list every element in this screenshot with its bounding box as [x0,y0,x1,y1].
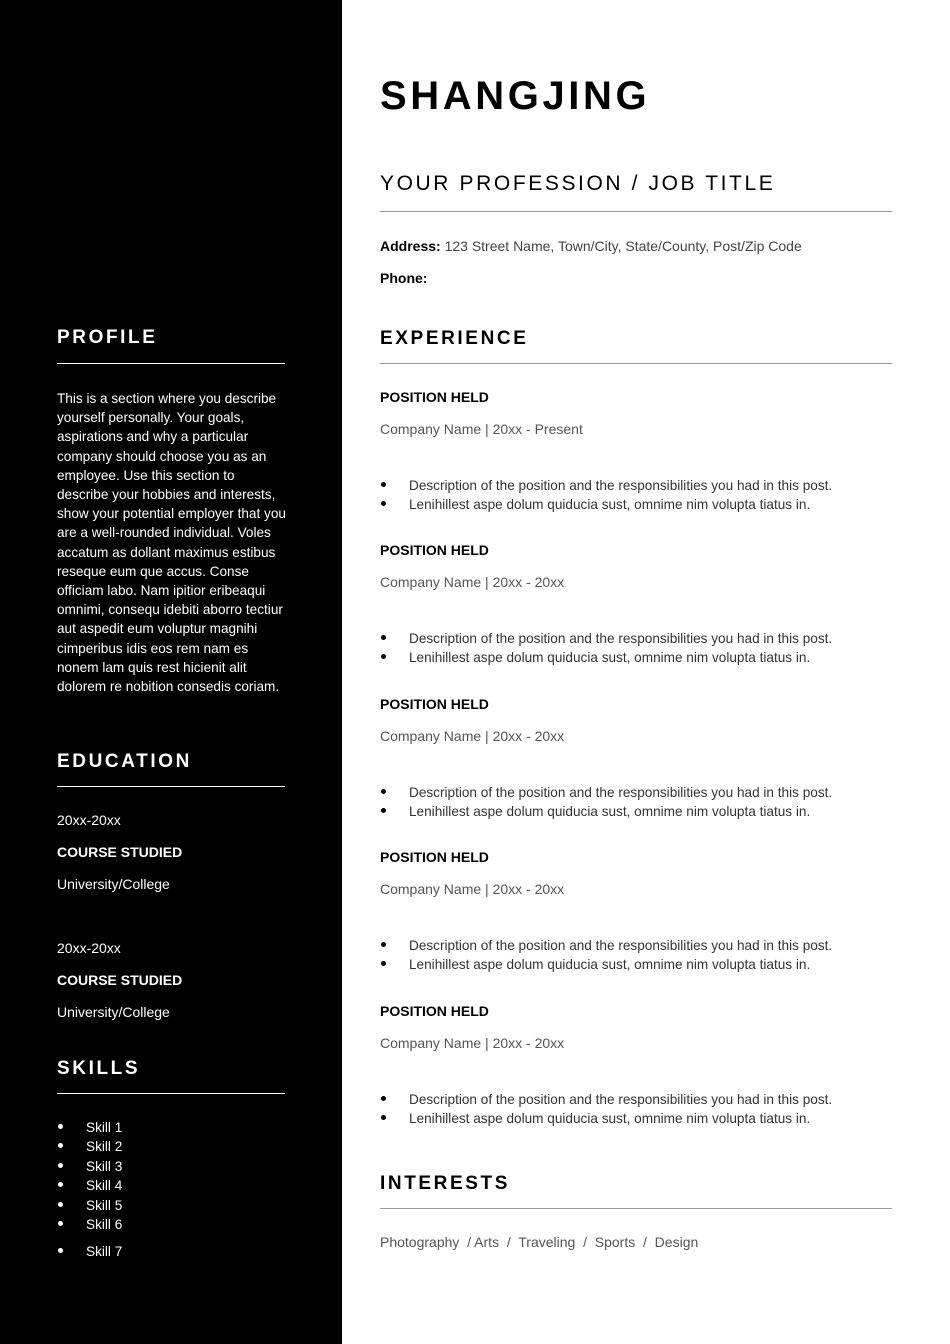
skill-item: Skill 4 [57,1176,287,1195]
job-company: Company Name | 20xx - 20xx [380,881,565,897]
job-title: YOUR PROFESSION / JOB TITLE [380,172,776,195]
skill-item: Skill 3 [57,1157,287,1176]
main-content [342,0,950,1344]
education-school: University/College [57,876,170,892]
address-label: Address: [380,238,441,254]
job-bullets [380,783,892,828]
person-name: SHANGJING [380,74,651,118]
phone-label: Phone: [380,270,428,286]
experience-divider [380,363,892,364]
profile-heading: PROFILE [57,327,158,348]
education-course: COURSE STUDIED [57,972,183,988]
job-bullet: Description of the position and the responsibilities you had in this post. [380,476,892,495]
experience-heading: EXPERIENCE [380,328,529,349]
profile-text: This is a section where you describe yourself personally. Your goals, aspirations and why a particular company should choose you as an employee. Use this section to describe your hobbies and interests, show your potential employer that you are a well-rounded individual. Voles accatum as dollant maximus estibus reseque eum que accus. Conse officiam labo. Nam ipitior eribeaqui omnimi, consequ idebiti aborro tectiur aut aspedit eum voluptur magnihi cimperibus idis eos rem nam es nonem lam quis rest hicienit alit dolorem re nobition consedis coriam. [57,391,286,695]
job-company: Company Name | 20xx - 20xx [380,574,565,590]
skills-list [57,1118,287,1258]
address-value: 123 Street Name, Town/City, State/County, Post/Zip Code [440,238,802,254]
job-company: Company Name | 20xx - 20xx [380,728,565,744]
job-bullet: Description of the position and the responsibilities you had in this post. [380,936,892,955]
skill-item: Skill 5 [57,1196,287,1215]
job-bullet: Description of the position and the responsibilities you had in this post. [380,783,892,802]
interests-heading: INTERESTS [380,1173,511,1194]
job-position: POSITION HELD [380,542,489,558]
job-position: POSITION HELD [380,1003,489,1019]
job-bullet: Description of the position and the responsibilities you had in this post. [380,1090,892,1109]
job-bullets [380,476,892,521]
skill-item: Skill 6 [57,1215,287,1234]
interests-divider [380,1208,892,1209]
profile-divider [57,363,285,364]
job-bullet: Lenihillest aspe dolum quiducia sust, omnime nim volupta tiatus in. [380,955,892,974]
job-company: Company Name | 20xx - 20xx [380,1035,565,1051]
job-bullets [380,1090,892,1135]
education-school: University/College [57,1004,170,1020]
education-heading: EDUCATION [57,751,192,772]
job-bullet: Lenihillest aspe dolum quiducia sust, omnime nim volupta tiatus in. [380,1109,892,1128]
job-position: POSITION HELD [380,696,489,712]
title-divider [380,211,892,212]
job-bullets [380,936,892,981]
education-years: 20xx-20xx [57,812,121,828]
education-course: COURSE STUDIED [57,844,183,860]
job-position: POSITION HELD [380,389,489,405]
skill-item: Skill 7 [57,1242,287,1258]
phone-line [380,270,427,286]
skill-item: Skill 1 [57,1118,287,1137]
job-bullet: Lenihillest aspe dolum quiducia sust, omnime nim volupta tiatus in. [380,648,892,667]
education-years: 20xx-20xx [57,940,121,956]
job-company: Company Name | 20xx - Present [380,421,583,437]
address-line [380,238,802,254]
education-divider [57,786,285,787]
job-bullets [380,629,892,674]
job-position: POSITION HELD [380,849,489,865]
interests-list: Photography / Arts / Traveling / Sports / Design [380,1234,699,1250]
skill-item: Skill 2 [57,1137,287,1156]
job-bullet: Lenihillest aspe dolum quiducia sust, omnime nim volupta tiatus in. [380,495,892,514]
skills-divider [57,1093,285,1094]
job-bullet: Lenihillest aspe dolum quiducia sust, omnime nim volupta tiatus in. [380,802,892,821]
skills-heading: SKILLS [57,1058,141,1079]
job-bullet: Description of the position and the responsibilities you had in this post. [380,629,892,648]
sidebar [0,0,342,1344]
